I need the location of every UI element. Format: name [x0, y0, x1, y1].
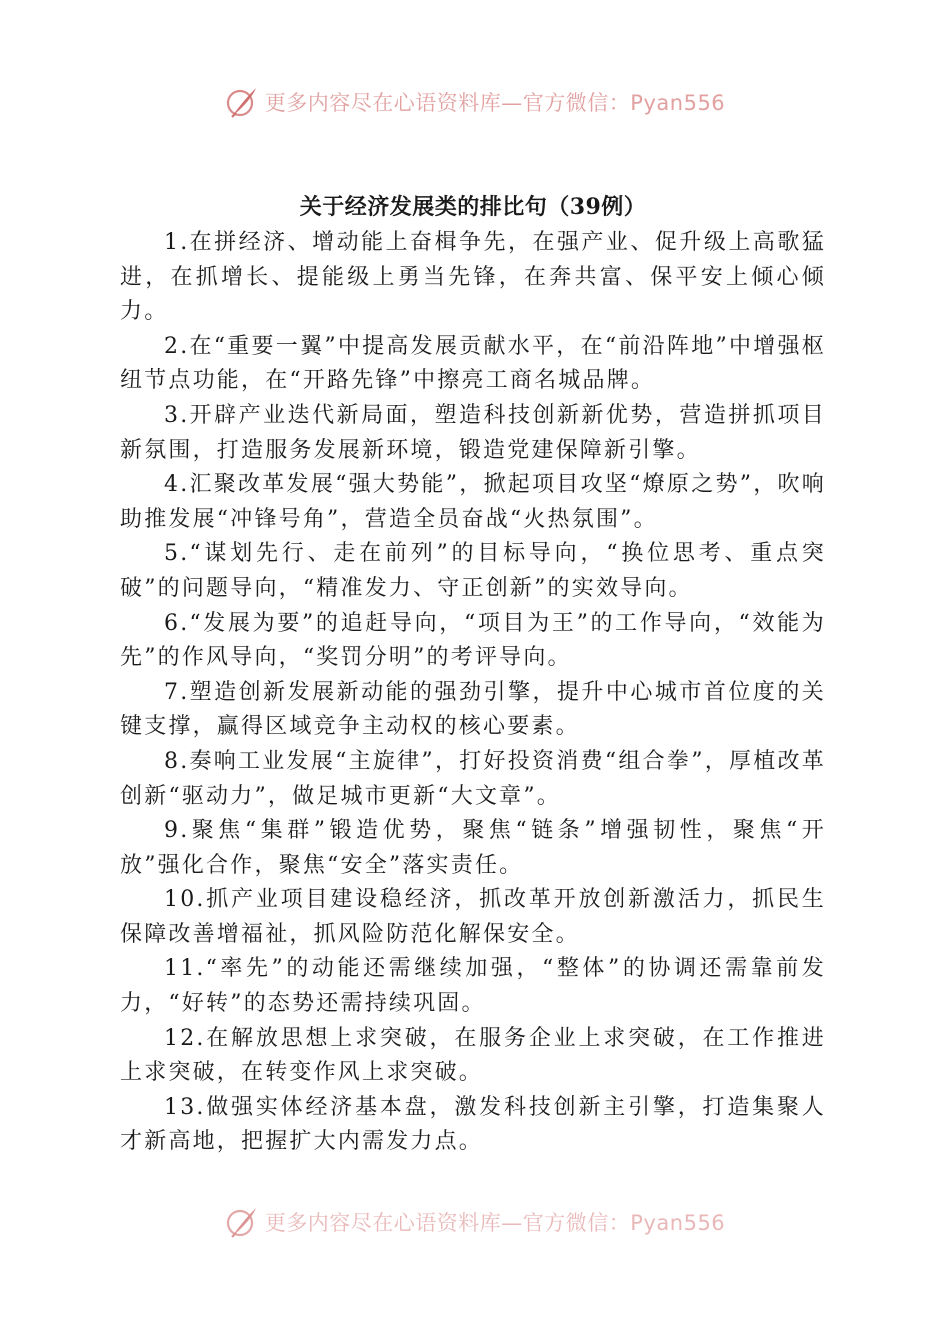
watermark-text: 更多内容尽在心语资料库—官方微信：Pyan556 — [264, 91, 726, 115]
paragraph-9: 9.聚焦“集群”锻造优势，聚焦“链条”增强韧性，聚焦“开放”强化合作，聚焦“安全”落实责任。 — [120, 818, 826, 878]
quill-pen-circle-icon — [225, 1205, 259, 1239]
paragraph-13: 13.做强实体经济基本盘，激发科技创新主引擎，打造集聚人才新高地，把握扩大内需发力点。 — [120, 1094, 826, 1155]
document-title: 关于经济发展类的排比句（39例） — [299, 194, 647, 220]
paragraph-5: 5.“谋划先行、走在前列”的目标导向，“换位思考、重点突破”的问题导向，“精准发力、守正创新”的实效导向。 — [120, 541, 826, 601]
paragraph-7: 7.塑造创新发展新动能的强劲引擎，提升中心城市首位度的关键支撑，赢得区域竞争主动权的核心要素。 — [120, 679, 826, 740]
paragraph-4: 4.汇聚改革发展“强大势能”，掀起项目攻坚“燎原之势”，吹响助推发展“冲锋号角”，营造全员奋战“火热氛围”。 — [120, 472, 826, 532]
quill-pen-circle-icon — [225, 85, 259, 119]
paragraph-1: 1.在拼经济、增动能上奋楫争先，在强产业、促升级上高歌猛进，在抓增长、提能级上勇当先锋，在奔共富、保平安上倾心倾力。 — [120, 230, 826, 325]
paragraph-12: 12.在解放思想上求突破，在服务企业上求突破，在工作推进上求突破，在转变作风上求突破。 — [120, 1025, 826, 1086]
paragraph-3: 3.开辟产业迭代新局面，塑造科技创新新优势，营造拼抓项目新氛围，打造服务发展新环境，锻造党建保障新引擎。 — [120, 402, 826, 463]
paragraph-6: 6.“发展为要”的追赶导向，“项目为王”的工作导向，“效能为先”的作风导向，“奖罚分明”的考评导向。 — [120, 610, 826, 671]
paragraph-2: 2.在“重要一翼”中提高发展贡献水平，在“前沿阵地”中增强枢纽节点功能，在“开路先锋”中擦亮工商名城品牌。 — [120, 333, 826, 394]
watermark-text: 更多内容尽在心语资料库—官方微信：Pyan556 — [264, 1211, 726, 1235]
paragraph-10: 10.抓产业项目建设稳经济，抓改革开放创新激活力，抓民生保障改善增福祉，抓风险防范化解保安全。 — [120, 887, 826, 947]
paragraph-8: 8.奏响工业发展“主旋律”，打好投资消费“组合拳”，厚植改革创新“驱动力”，做足城市更新“大文章”。 — [120, 748, 826, 809]
paragraph-11: 11.“率先”的动能还需继续加强，“整体”的协调还需靠前发力，“好转”的态势还需持续巩固。 — [120, 956, 826, 1017]
document-body — [120, 190, 826, 1160]
header-watermark — [0, 82, 950, 122]
footer-watermark — [0, 1202, 950, 1242]
